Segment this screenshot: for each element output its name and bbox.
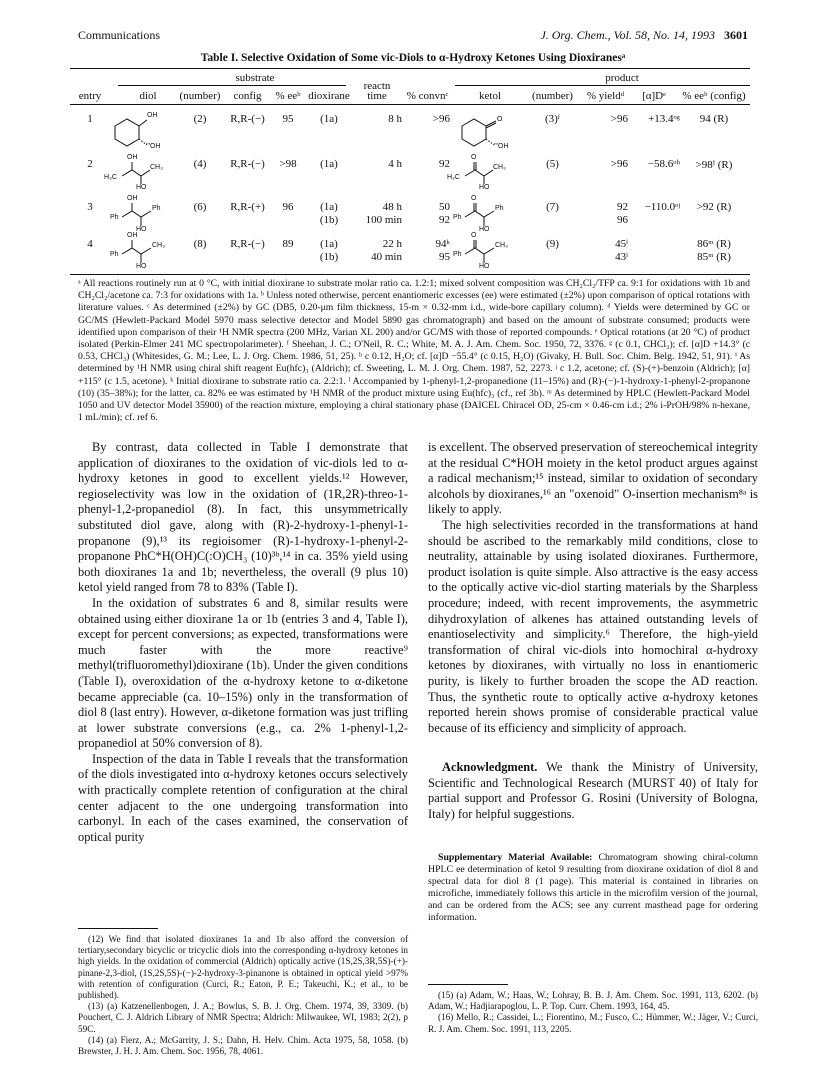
paragraph: Inspection of the data in Table I reveals that the transformation of the diols investigated into α-hydroxy ketones occurs selectively with practically complete retention of configuration at the chiral center adjacent to the one undergoing transformation into carbonyl. In each of the cases examined, the conservation of optical purity [78,751,408,844]
atom-label-ch3: CH₃ [152,242,165,249]
table-cell-dioxirane: (1b) [319,251,339,263]
table-header-cell: % convnᶜ [406,90,449,102]
table-cell-alpha: −110.0ᵒʲ [644,201,680,213]
group-product: product [605,72,639,84]
table-cell-config: R,R-(−) [230,113,265,125]
table-cell-time: 48 h [382,201,402,213]
table-caption: Table I. Selective Oxidation of Some vic-Diols to α-Hydroxy Ketones Using Dioxiranesᵃ [200,52,626,64]
table-cell-entry: 3 [87,201,93,213]
table-cell-ee: >98 [279,158,297,170]
atom-label-ph: Ph [110,251,119,258]
atom-label-ph: Ph [453,214,462,221]
table-header-cell: ketol [479,90,501,102]
paragraph: In the oxidation of substrates 6 and 8, similar results were obtained using either dioxirane 1a or 1b (entries 3 and 4, Table I), except for percent conversions; as expected, transformations were much faster with the more reactive⁹ methyl(trifluoromethyl)dioxirane (1b). Under the given conditions (Table I), overoxidation of the α-hydroxy ketone to α-diketone became appreciable (ca. 10–15%) only in the transformation of diol 8 (last entry). However, α-diketone formation was just trifling at lower substrate conversions (e.g., ca. 2% 1-phenyl-1,2-propanediol at 50% conversion of 8). [78,595,408,751]
atom-label-ho: HO [479,226,490,233]
atom-label-o: O [497,116,503,123]
page-number: 3601 [724,28,748,42]
table-cell-time: 8 h [388,113,402,125]
table-header-cell: time [367,90,387,102]
table-cell-ee: 89 [282,238,294,250]
table-cell-config: R,R-(+) [230,201,265,213]
atom-label-oh: OH [127,154,138,161]
atom-label-o: O [471,195,477,202]
table-cell-config: R,R-(−) [230,158,265,170]
left-column-text [78,440,408,845]
table-cell-pee: 94 (R) [699,113,729,125]
table-cell-conv: 92 [439,158,450,170]
table-cell-yield: 45ˡ [615,238,628,250]
table-cell-number: (8) [193,238,207,250]
table-cell-time: 40 min [371,251,402,263]
atom-label-ch3: CH₃ [150,164,163,171]
atom-label-ph: Ph [453,251,462,258]
table-cell-time: 22 h [382,238,402,250]
atom-label-ho: HO [136,184,147,191]
table-cell-conv: 50 [439,201,450,213]
atom-label-h3c: H₃C [104,174,117,181]
table-cell-alpha: −58.6ᵒʰ [647,158,680,170]
table-cell-dioxirane: (1b) [319,214,339,226]
table-cell-pnum: (9) [546,238,559,250]
atom-label-oh: OH [127,195,138,202]
table-cell-ee: 96 [282,201,294,213]
table-header-cell: % eeᵇ [275,90,301,102]
paragraph: is excellent. The observed preservation of stereochemical integrity at the residual C*HOH moiety in the ketol product argues against a radical mechanism;¹⁵ instead, similar to oxidation of secondary alcohols by dioxiranes,¹⁶ an "oxenoid" O-insertion mechanism⁸ᵃ is likely to apply. [428,440,758,517]
atom-label-ho: HO [479,184,490,191]
table-cell-pee: >92 (R) [696,201,732,213]
atom-label-oh: '''OH [146,143,161,150]
right-column-text [428,440,758,736]
table-cell-pee: 86ᵐ (R) [697,238,731,250]
running-header-section: Communications [78,28,160,42]
supplementary-title: Supplementary Material Available: [438,852,593,863]
references-left [78,934,408,1057]
atom-label-oh: OH [147,112,158,119]
group-substrate: substrate [235,72,275,84]
table-cell-yield: 43ˡ [615,251,628,263]
acknowledgment [428,760,758,822]
atom-label-h3c: H₃C [447,174,460,181]
table-header-cell: % yieldᵈ [586,90,625,102]
table-header-cell: entry [78,90,102,102]
supplementary-material [428,852,758,924]
table-footnotes: ᵃ All reactions routinely run at 0 °C, with initial dioxirane to substrate molar ratio ca. 1.2:1; mixed solvent composition was CH₂Cl₂/TFP ca. 9:1 for oxidations with 1b and CH₂Cl₂/acetone ca. 7:3 for oxidations with 1a. ᵇ Unless noted otherwise, percent enantiomeric excesses (ee) were estimated (±2%) upon comparison of optical rotations with literature values. ᶜ As determined (±2%) by GC (DB5, 0.20-μm film thickness, 15-m × 0.32-mm i.d., wide-bore capillary column). ᵈ Yields were determined by GC or GC/MS (Hewlett-Packard Model 5970 mass selective detector and Model 5890 gas chromatograph) and based on the amount of substrate consumed; products were identified upon comparison of their ¹H NMR spectra (200 MHz, Varian XL 200) and/or GC/MS with those of reported compounds. ᵉ Optical rotations (at 20 °C) of product isolated (Perkin-Elmer 241 MC spectropolarimeter). ᶠ Sheehan, J. C.; O'Neil, R. C.; White, M. A. J. Am. Chem. Soc. 1950, 72, 3376. ᵍ (c 0.1, CHCl₃); cf. [α]D +14.3° (c 0.53, CHCl₃) (Whitesides, G. M.; Lee, L. J. Org. Chem. 1986, 51, 25). ʰ c 0.12, H₂O; cf. [α]D −55.4° (c 0.15, H₂O) (Givaky, H. Bull. Soc. Chim. Belg. 1942, 51, 91). ⁱ As determined by ¹H NMR using chiral shift reagent Eu(hfc)₃ (Aldrich); cf. Sweeting, L. M. J. Org. Chem. 1987, 52, 2273. ʲ c 1.2, acetone; cf. (S)-(+)-benzoin (Aldrich); [α] +115° (c 1.5, acetone). ᵏ Initial dioxirane to substrate ratio ca. 2.2:1. ˡ Accompanied by 1-phenyl-1,2-propanedione (11–15%) and (R)-(−)-1-hydroxy-1-phenyl-2-propanone (10) (35–38%); for the latter, ca. 82% ee was estimated by ¹H NMR of the product mixture using Eu(hfc)₃ (cf., ref 3b). ᵐ As determined by HPLC (Hewlett-Packard Model 1050 and UV detector Model 35900) of the reaction mixture, employing a chiral stationary phase (DAICEL Chiracel OD, 25-cm × 0.46-cm i.d.; 2% i-PrOH/98% n-hexane, 1 mL/min); cf. ref 6. [78,278,750,424]
table-header-cell: (number) [532,90,573,102]
table-cell-pnum: (5) [546,158,559,170]
paragraph: The high selectivities recorded in the transformations at hand should be ascribed to the remarkably mild conditions, close to neutrality, attainable by using isolated dioxiranes. Furthermore, product isolation is quite simple. Also attractive is the easy access to the optically active vic-diol starting materials by the Sharpless procedure; indeed, with recent improvements, the asymmetric dihydroxylation of alkenes has attained outstanding levels of enantioselectivity and simplicity.⁶ Therefore, the high-yield transformation of chiral vic-diols into homochiral α-hydroxy ketones by dioxiranes, with virtually no loss in enantiomeric purity, is likely to further broaden the scope the AD reaction. Thus, the synthetic route to optically active α-hydroxy ketones reported herein shows promise of considerable practical value because of its efficiency and simplicity of approach. [428,517,758,735]
paragraph: By contrast, data collected in Table I demonstrate that application of dioxiranes to the oxidation of vic-diols led to α-hydroxy ketones in good to excellent yields.¹² However, regioselectivity was low in the oxidation of (1R,2R)-threo-1-phenyl-1,2-propanediol (8). In fact, this unsymmetrically substituted diol gave, along with (R)-2-hydroxy-1-phenyl-1-propanone (9),¹³ its regioisomer (R)-1-hydroxy-1-phenyl-2-propanone PhC*H(OH)C(:O)CH₃ (10)³ᵇ,¹⁴ in ca. 35% yield using both dioxiranes 1a and 1b; nevertheless, the overall (9 plus 10) ketol yield ranged from 78 to 83% (Table I). [78,440,408,595]
table-cell-dioxirane: (1a) [320,158,338,170]
table-cell-yield: 92 [617,201,628,213]
table-cell-entry: 4 [87,238,93,250]
footnote-separator-right [428,984,508,985]
table-cell-entry: 1 [87,113,93,125]
paragraph: (12) We find that isolated dioxiranes 1a and 1b also afford the conversion of tertiary,secondary bicyclic or tricyclic diols into the corresponding α-hydroxy ketones in high yields. In the oxidation of commercial (Aldrich) optically active (1S,2S,3R,5S)-(+)-pinane-2,3-diol, (1S,2S,5S)-(−)-2-hydroxy-3-pinanone is obtained in optical yield >97% with retention of configuration (Curci, R.; Eaton, P. E.; Takeuchi, K.; et al., to be published). [78,934,408,1001]
atom-label-ch3: CH₃ [493,164,506,171]
table-header-cell: config [233,90,262,102]
table-cell-dioxirane: (1a) [320,113,338,125]
table-cell-yield: 96 [617,214,628,226]
table-cell-pee: 85ᵐ (R) [697,251,731,263]
table-cell-pnum: (7) [546,201,559,213]
table-cell-number: (6) [193,201,207,213]
paragraph: (16) Mello, R.; Cassidei, L.; Fiorentino, M.; Fusco, C.; Hümmer, W.; Jäger, V.; Curci, R. J. Am. Chem. Soc. 1991, 113, 2205. [428,1012,758,1034]
table-cell-pee: >98ⁱ (R) [695,159,733,171]
table-cell-dioxirane: (1a) [320,201,338,213]
atom-label-ph: Ph [152,205,161,212]
table-cell-dioxirane: (1a) [320,238,338,250]
table-cell-ee: 95 [282,113,294,125]
table-cell-pnum: (3)ᶠ [544,113,561,125]
table-bottom-rule [70,274,750,275]
table-cell-alpha: +13.4ᵒᵍ [648,113,680,125]
journal-citation: J. Org. Chem., Vol. 58, No. 14, 1993 [540,28,715,42]
atom-label-oh: '''OH [494,143,509,150]
table-header-cell: [α]Dᵉ [642,90,666,102]
acknowledgment-title: Acknowledgment. [442,760,538,774]
atom-label-o: O [471,232,477,239]
table-header-cell: (number) [179,90,221,102]
atom-label-ho: HO [479,263,490,270]
table-cell-config: R,R-(−) [230,238,265,250]
cyclohexane-ring [115,119,139,146]
table-cell-conv: 95 [439,251,450,263]
atom-label-ph: Ph [495,205,504,212]
table-cell-conv: 92 [439,214,450,226]
atom-label-ho: HO [136,226,147,233]
paragraph: (13) (a) Katzenellenbogen, J. A.; Bowlus, S. B. J. Org. Chem. 1974, 39, 3309. (b) Pouchert, C. J. Aldrich Library of NMR Spectra; Aldrich: Milwaukee, WI, 1983; 2(2), p 59C. [78,1001,408,1034]
supplementary-text: Chromatogram showing chiral-column HPLC ee determination of ketol 9 resulting from dioxirane oxidation of diol 8 and spectral data for diol 8 (1 page). This material is contained in libraries on microfiche, immediately follows this article in the microfilm version of the journal, and can be ordered from the ACS; see any current masthead page for ordering information. [428,852,758,923]
paragraph: (14) (a) Fierz, A.; McGarrity, J. S.; Dahn, H. Helv. Chim. Acta 1975, 58, 1058. (b) Brewster, J. H. J. Am. Chem. Soc. 1956, 78, 4061. [78,1034,408,1057]
table-cell-time: 100 min [365,214,402,226]
atom-label-oh: OH [127,232,138,239]
atom-label-o: O [471,154,477,161]
table-header-cell: dioxirane [308,90,350,102]
table-header-cell: % eeᵇ (config) [682,90,746,102]
table-cell-number: (2) [193,113,207,125]
atom-label-ph: Ph [110,214,119,221]
footnote-separator-left [78,928,158,929]
table-cell-conv: >96 [432,113,450,125]
table-cell-yield: >96 [610,158,628,170]
table-cell-number: (4) [193,158,207,170]
acknowledgment-text: We thank the Ministry of University, Scientific and Technological Research (MURST 40) of Italy for partial support and Professor G. Rosini (University of Bologna, Italy) for helpful suggestions. [428,760,758,821]
table-cell-conv: 94ᵏ [435,238,450,250]
table-cell-yield: >96 [610,113,628,125]
table-cell-entry: 2 [87,158,93,170]
header-reactn: reactn [363,80,391,92]
atom-label-ho: HO [136,263,147,270]
paragraph: (15) (a) Adam, W.; Haas, W.; Lohray, B. B. J. Am. Chem. Soc. 1991, 113, 6202. (b) Adam, W.; Hadjiarapoglou, L. P. Top. Curr. Chem. 1993, 164, 45. [428,990,758,1012]
table-cell-time: 4 h [388,158,402,170]
atom-label-ch3: CH₃ [495,242,508,249]
table-header-cell: diol [139,90,157,102]
references-right [428,990,758,1035]
cyclohexanone-ring [462,119,486,146]
